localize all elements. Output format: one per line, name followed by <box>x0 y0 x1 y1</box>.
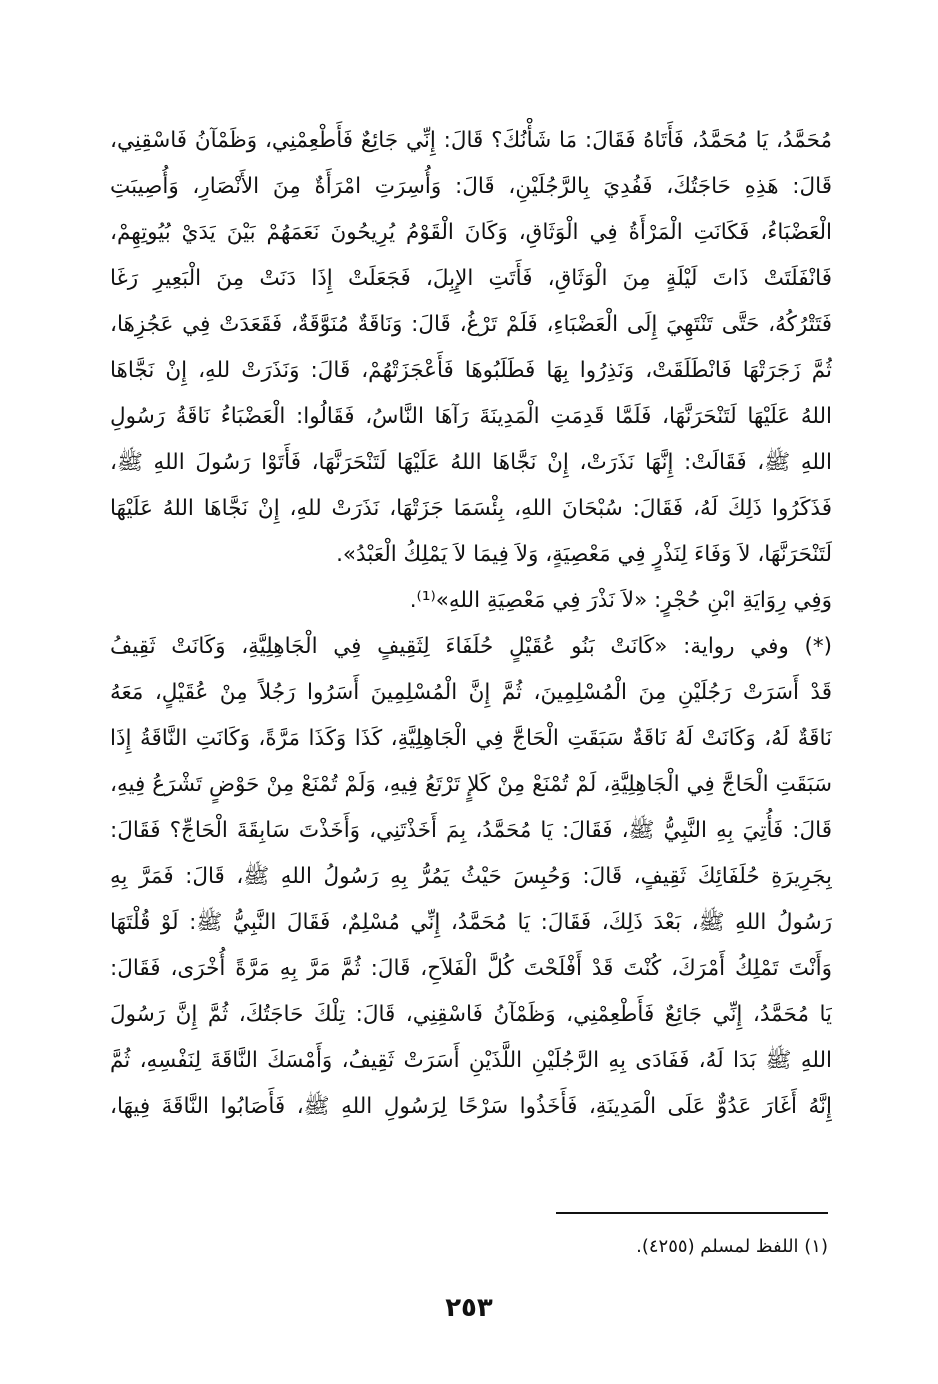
text-line-21: اللهِ ﷺ بَدَا لَهُ، فَفَادَى بِهِ الرَّجُلَيْنِ اللَّذَيْنِ أَسَرَتْ ثَقِيفُ، وَأَمْسَكَ النَّاقَةَ لِنَفْسِهِ، ثُمَّ <box>110 1048 832 1073</box>
text-line-16: قَالَ: فَأُتِيَ بِهِ النَّبِيُّ ﷺ، فَقَالَ: يَا مُحَمَّدُ، بِمَ أَخَذْتَنِي، وَأَخَذْتَ سَابِقَةَ الْحَاجِّ؟ فَقَالَ: <box>110 818 832 843</box>
text-line-7: اللهُ عَلَيْهَا لَتَنْحَرَنَّهَا، فَلَمَّا قَدِمَتِ الْمَدِينَةَ رَآهَا النَّاسُ، فَقَالُوا: الْعَضْبَاءُ نَاقَةُ رَسُولِ <box>110 404 832 429</box>
page-number: ٢٥٣ <box>445 1293 493 1323</box>
text-line-17: بِجَرِيرَةِ حُلَفَائِكَ ثَقِيفٍ، قَالَ: وَحُبِسَ حَيْثُ يَمُرُّ بِهِ رَسُولُ اللهِ ﷺ، قَالَ: فَمَرَّ بِهِ <box>110 864 832 889</box>
text-line-5: فَتَتْرُكُهُ، حَتَّى تَنْتَهِيَ إِلَى الْعَضْبَاءِ، فَلَمْ تَرْغُ، قَالَ: وَنَاقَةٌ مُنَوَّقَةٌ، فَقَعَدَتْ فِي عَجُزِهَا، <box>110 312 832 337</box>
text-line-2: قَالَ: هَذِهِ حَاجَتُكَ، فَفُدِيَ بِالرَّجُلَيْنِ، قَالَ: وَأُسِرَتِ امْرَأَةٌ مِنَ الأَنْصَارِ، وَأُصِيبَتِ <box>110 174 832 199</box>
text-line-20: يَا مُحَمَّدُ، إِنِّي جَائِعٌ فَأَطْعِمْنِي، وَظَمْآنُ فَاسْقِنِي، قَالَ: تِلْكَ حَاجَتُكَ، ثُمَّ إِنَّ رَسُولَ <box>110 1002 832 1027</box>
text-line-14: نَاقَةٌ لَهُ، وَكَانَتْ لَهُ نَاقَةٌ سَبَقَتِ الْحَاجَّ فِي الْجَاهِلِيَّةِ، كَذَا وَكَذَا مَرَّةً، وَكَانَتِ النَّاقَةُ إِذَا <box>110 726 832 751</box>
text-line-18: رَسُولُ اللهِ ﷺ، بَعْدَ ذَلِكَ، فَقَالَ: يَا مُحَمَّدُ، إِنِّي مُسْلِمٌ، فَقَالَ النَّبِيُّ ﷺ: لَوْ قُلْتَهَا <box>110 910 832 935</box>
text-line-3: الْعَضْبَاءُ، فَكَانَتِ الْمَرْأَةُ فِي الْوَثَاقِ، وَكَانَ الْقَوْمُ يُرِيحُونَ نَعَمَهُمْ بَيْنَ يَدَيْ بُيُوتِهِمْ، <box>110 220 832 245</box>
text-line-8: اللهِ ﷺ، فَقَالَتْ: إِنَّهَا نَذَرَتْ، إِنْ نَجَّاهَا اللهُ عَلَيْهَا لَتَنْحَرَنَّهَا، فَأَتَوْا رَسُولَ اللهِ ﷺ، <box>110 450 832 475</box>
text-line-6: ثُمَّ زَجَرَتْهَا فَانْطَلَقَتْ، وَنَذِرُوا بِهَا فَطَلَبُوهَا فَأَعْجَزَتْهُمْ، قَالَ: وَنَذَرَتْ للهِ، إِنْ نَجَّاهَا <box>110 358 832 383</box>
text-line-12: (*) وفي رواية: «كَانَتْ بَنُو عُقَيْلٍ حُلَفَاءَ لِثَقِيفٍ فِي الْجَاهِلِيَّةِ، وَكَانَتْ ثَقِيفُ <box>110 634 832 659</box>
text-line-13: قَدْ أَسَرَتْ رَجُلَيْنِ مِنَ الْمُسْلِمِينَ، ثُمَّ إِنَّ الْمُسْلِمِينَ أَسَرُوا رَجُلاً مِنْ عُقَيْلٍ، مَعَهُ <box>110 680 832 705</box>
text-line-22: إِنَّهُ أَغَارَ عَدُوٌّ عَلَى الْمَدِينَةِ، فَأَخَذُوا سَرْحًا لِرَسُولِ اللهِ ﷺ، فَأَصَابُوا النَّاقَةَ فِيهَا، <box>110 1094 832 1119</box>
text-line-15: سَبَقَتِ الْحَاجَّ فِي الْجَاهِلِيَّةِ، لَمْ تُمْنَعْ مِنْ كَلإٍ تَرْتَعُ فِيهِ، وَلَمْ تُمْنَعْ مِنْ حَوْضٍ تَشْرَعُ فِيهِ، <box>110 772 832 797</box>
text-line-4: فَانْفَلَتَتْ ذَاتَ لَيْلَةٍ مِنَ الْوَثَاقِ، فَأَتَتِ الإِبِلَ، فَجَعَلَتْ إِذَا دَنَتْ مِنَ الْبَعِيرِ رَغَا <box>110 266 832 291</box>
text-line-1: مُحَمَّدُ، يَا مُحَمَّدُ، فَأَتَاهُ فَقَالَ: مَا شَأْنُكَ؟ قَالَ: إِنِّي جَائِعٌ فَأَطْعِمْنِي، وَظَمْآنُ فَاسْقِنِي، <box>110 128 832 153</box>
text-line-10: لَتَنْحَرَنَّهَا، لاَ وَفَاءَ لِنَذْرٍ فِي مَعْصِيَةٍ، وَلاَ فِيمَا لاَ يَمْلِكُ الْعَبْدُ». <box>336 542 832 567</box>
text-line-11: وَفِي رِوَايَةِ ابْنِ حُجْرٍ: «لاَ نَذْرَ فِي مَعْصِيَةِ اللهِ»⁽¹⁾. <box>409 588 832 613</box>
main-text <box>110 118 832 1130</box>
footnote-separator <box>556 1212 828 1214</box>
text-line-19: وَأَنْتَ تَمْلِكُ أَمْرَكَ، كُنْتَ قَدْ أَفْلَحْتَ كُلَّ الْفَلاَحِ، قَالَ: ثُمَّ مَرَّ بِهِ مَرَّةً أُخْرَى، فَقَالَ: <box>110 956 832 981</box>
text-line-9: فَذَكَرُوا ذَلِكَ لَهُ، فَقَالَ: سُبْحَانَ اللهِ، بِئْسَمَا جَزَتْهَا، نَذَرَتْ للهِ، إِنْ نَجَّاهَا اللهُ عَلَيْهَا <box>110 496 832 521</box>
footnote: (١) اللفظ لمسلم (٤٢٥٥). <box>636 1236 828 1257</box>
